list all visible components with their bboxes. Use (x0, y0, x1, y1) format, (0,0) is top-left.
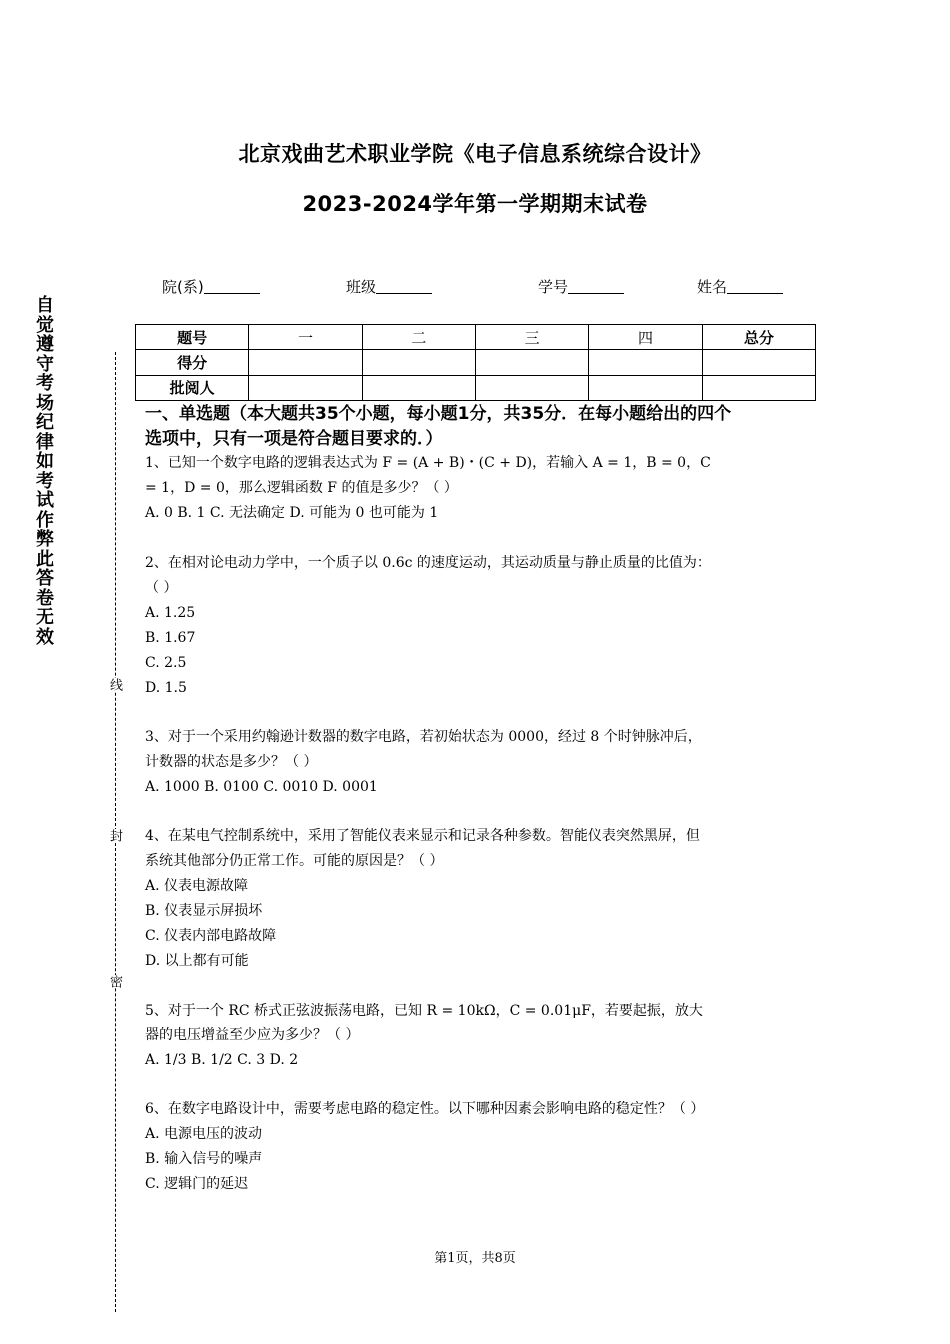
name-blank[interactable] (727, 277, 783, 294)
question-4-option-b[interactable]: B. 仪表显示屏损坏 (145, 903, 263, 919)
exam-discipline-notice: 自觉遵守考场纪律如考试作弊此答卷无效 (36, 295, 54, 648)
score-table (135, 324, 816, 401)
score-cell[interactable] (249, 350, 362, 375)
class-blank[interactable] (376, 277, 432, 294)
exam-subtitle: 2023-2024学年第一学期期末试卷 (302, 192, 648, 216)
score-table-header-cell: 二 (362, 325, 475, 350)
question-2-stem: 2、在相对论电动力学中，一个质子以 0.6c 的速度运动，其运动质量与静止质量的比值为： (145, 555, 711, 571)
student-info-row (160, 276, 800, 300)
class-field[interactable] (346, 276, 432, 297)
grader-cell[interactable] (362, 375, 475, 400)
score-cell[interactable] (702, 350, 815, 375)
score-table-header-row (136, 325, 816, 350)
student-id-label: 学号 (538, 278, 569, 296)
question-3-stem-cont: 计数器的状态是多少？（ ） (145, 754, 318, 770)
page-number: 第1页，共8页 (434, 1251, 516, 1266)
grader-cell[interactable] (249, 375, 362, 400)
question-4-option-a[interactable]: A. 仪表电源故障 (145, 878, 249, 894)
grader-row-label: 批阅人 (136, 375, 249, 400)
student-id-field[interactable] (538, 276, 624, 297)
grader-cell[interactable] (589, 375, 702, 400)
score-table-header-cell: 题号 (136, 325, 249, 350)
score-cell[interactable] (362, 350, 475, 375)
question-3-stem: 3、对于一个采用约翰逊计数器的数字电路，若初始状态为 0000，经过 8 个时钟脉冲后， (145, 729, 702, 745)
section-heading-line: 一、单选题（本大题共35个小题，每小题1分，共35分．在每小题给出的四个 (145, 404, 732, 424)
question-6-stem: 6、在数字电路设计中，需要考虑电路的稳定性。以下哪种因素会影响电路的稳定性？（ ） (145, 1101, 705, 1117)
question-4-option-c[interactable]: C. 仪表内部电路故障 (145, 928, 277, 944)
section-heading (145, 402, 825, 452)
department-label: 院(系) (162, 278, 204, 296)
class-label: 班级 (346, 278, 377, 296)
score-row (136, 350, 816, 375)
question-4-option-d[interactable]: D. 以上都有可能 (145, 953, 249, 969)
score-row-label: 得分 (136, 350, 249, 375)
department-field[interactable] (162, 276, 260, 297)
name-label: 姓名 (697, 278, 728, 296)
score-table-header-cell: 一 (249, 325, 362, 350)
binding-mark-line: 线 (107, 678, 122, 691)
question-1-options[interactable]: A. 0 B. 1 C. 无法确定 D. 可能为 0 也可能为 1 (145, 505, 439, 521)
question-5-stem: 5、对于一个 RC 桥式正弦波振荡电路，已知 R = 10kΩ，C = 0.01μF，若要起振，放大 (145, 1003, 703, 1019)
question-6-option-a[interactable]: A. 电源电压的波动 (145, 1126, 263, 1142)
student-id-blank[interactable] (568, 277, 624, 294)
score-cell[interactable] (475, 350, 588, 375)
question-2-stem-cont: （ ） (145, 580, 178, 596)
question-2-option-a[interactable]: A. 1.25 (145, 605, 196, 621)
question-1-stem-cont: = 1，D = 0，那么逻辑函数 F 的值是多少？（ ） (145, 480, 458, 496)
binding-mark-secret: 密 (107, 975, 122, 988)
department-blank[interactable] (204, 277, 260, 294)
score-table-header-cell: 四 (589, 325, 702, 350)
question-1-stem: 1、已知一个数字电路的逻辑表达式为 F = (A + B)・(C + D)，若输入 A = 1，B = 0，C (145, 455, 711, 471)
name-field[interactable] (697, 276, 783, 297)
score-table-header-cell: 三 (475, 325, 588, 350)
question-2-option-c[interactable]: C. 2.5 (145, 655, 187, 671)
grader-cell[interactable] (475, 375, 588, 400)
question-2-option-b[interactable]: B. 1.67 (145, 630, 196, 646)
question-6-option-b[interactable]: B. 输入信号的噪声 (145, 1151, 263, 1167)
question-4-stem-cont: 系统其他部分仍正常工作。可能的原因是？（ ） (145, 853, 444, 869)
section-heading-line: 选项中，只有一项是符合题目要求的．） (145, 429, 443, 449)
grader-cell[interactable] (702, 375, 815, 400)
score-table-header-cell: 总分 (702, 325, 815, 350)
exam-title: 北京戏曲艺术职业学院《电子信息系统综合设计》 (238, 142, 712, 166)
question-5-options[interactable]: A. 1/3 B. 1/2 C. 3 D. 2 (145, 1052, 299, 1068)
question-5-stem-cont: 器的电压增益至少应为多少？（ ） (145, 1027, 360, 1043)
binding-mark-seal: 封 (107, 829, 122, 842)
question-4-stem: 4、在某电气控制系统中，采用了智能仪表来显示和记录各种参数。智能仪表突然黑屏，但 (145, 828, 700, 844)
grader-row (136, 375, 816, 400)
score-cell[interactable] (589, 350, 702, 375)
question-6-option-c[interactable]: C. 逻辑门的延迟 (145, 1176, 249, 1192)
question-2-option-d[interactable]: D. 1.5 (145, 680, 187, 696)
question-3-options[interactable]: A. 1000 B. 0100 C. 0010 D. 0001 (145, 779, 378, 795)
